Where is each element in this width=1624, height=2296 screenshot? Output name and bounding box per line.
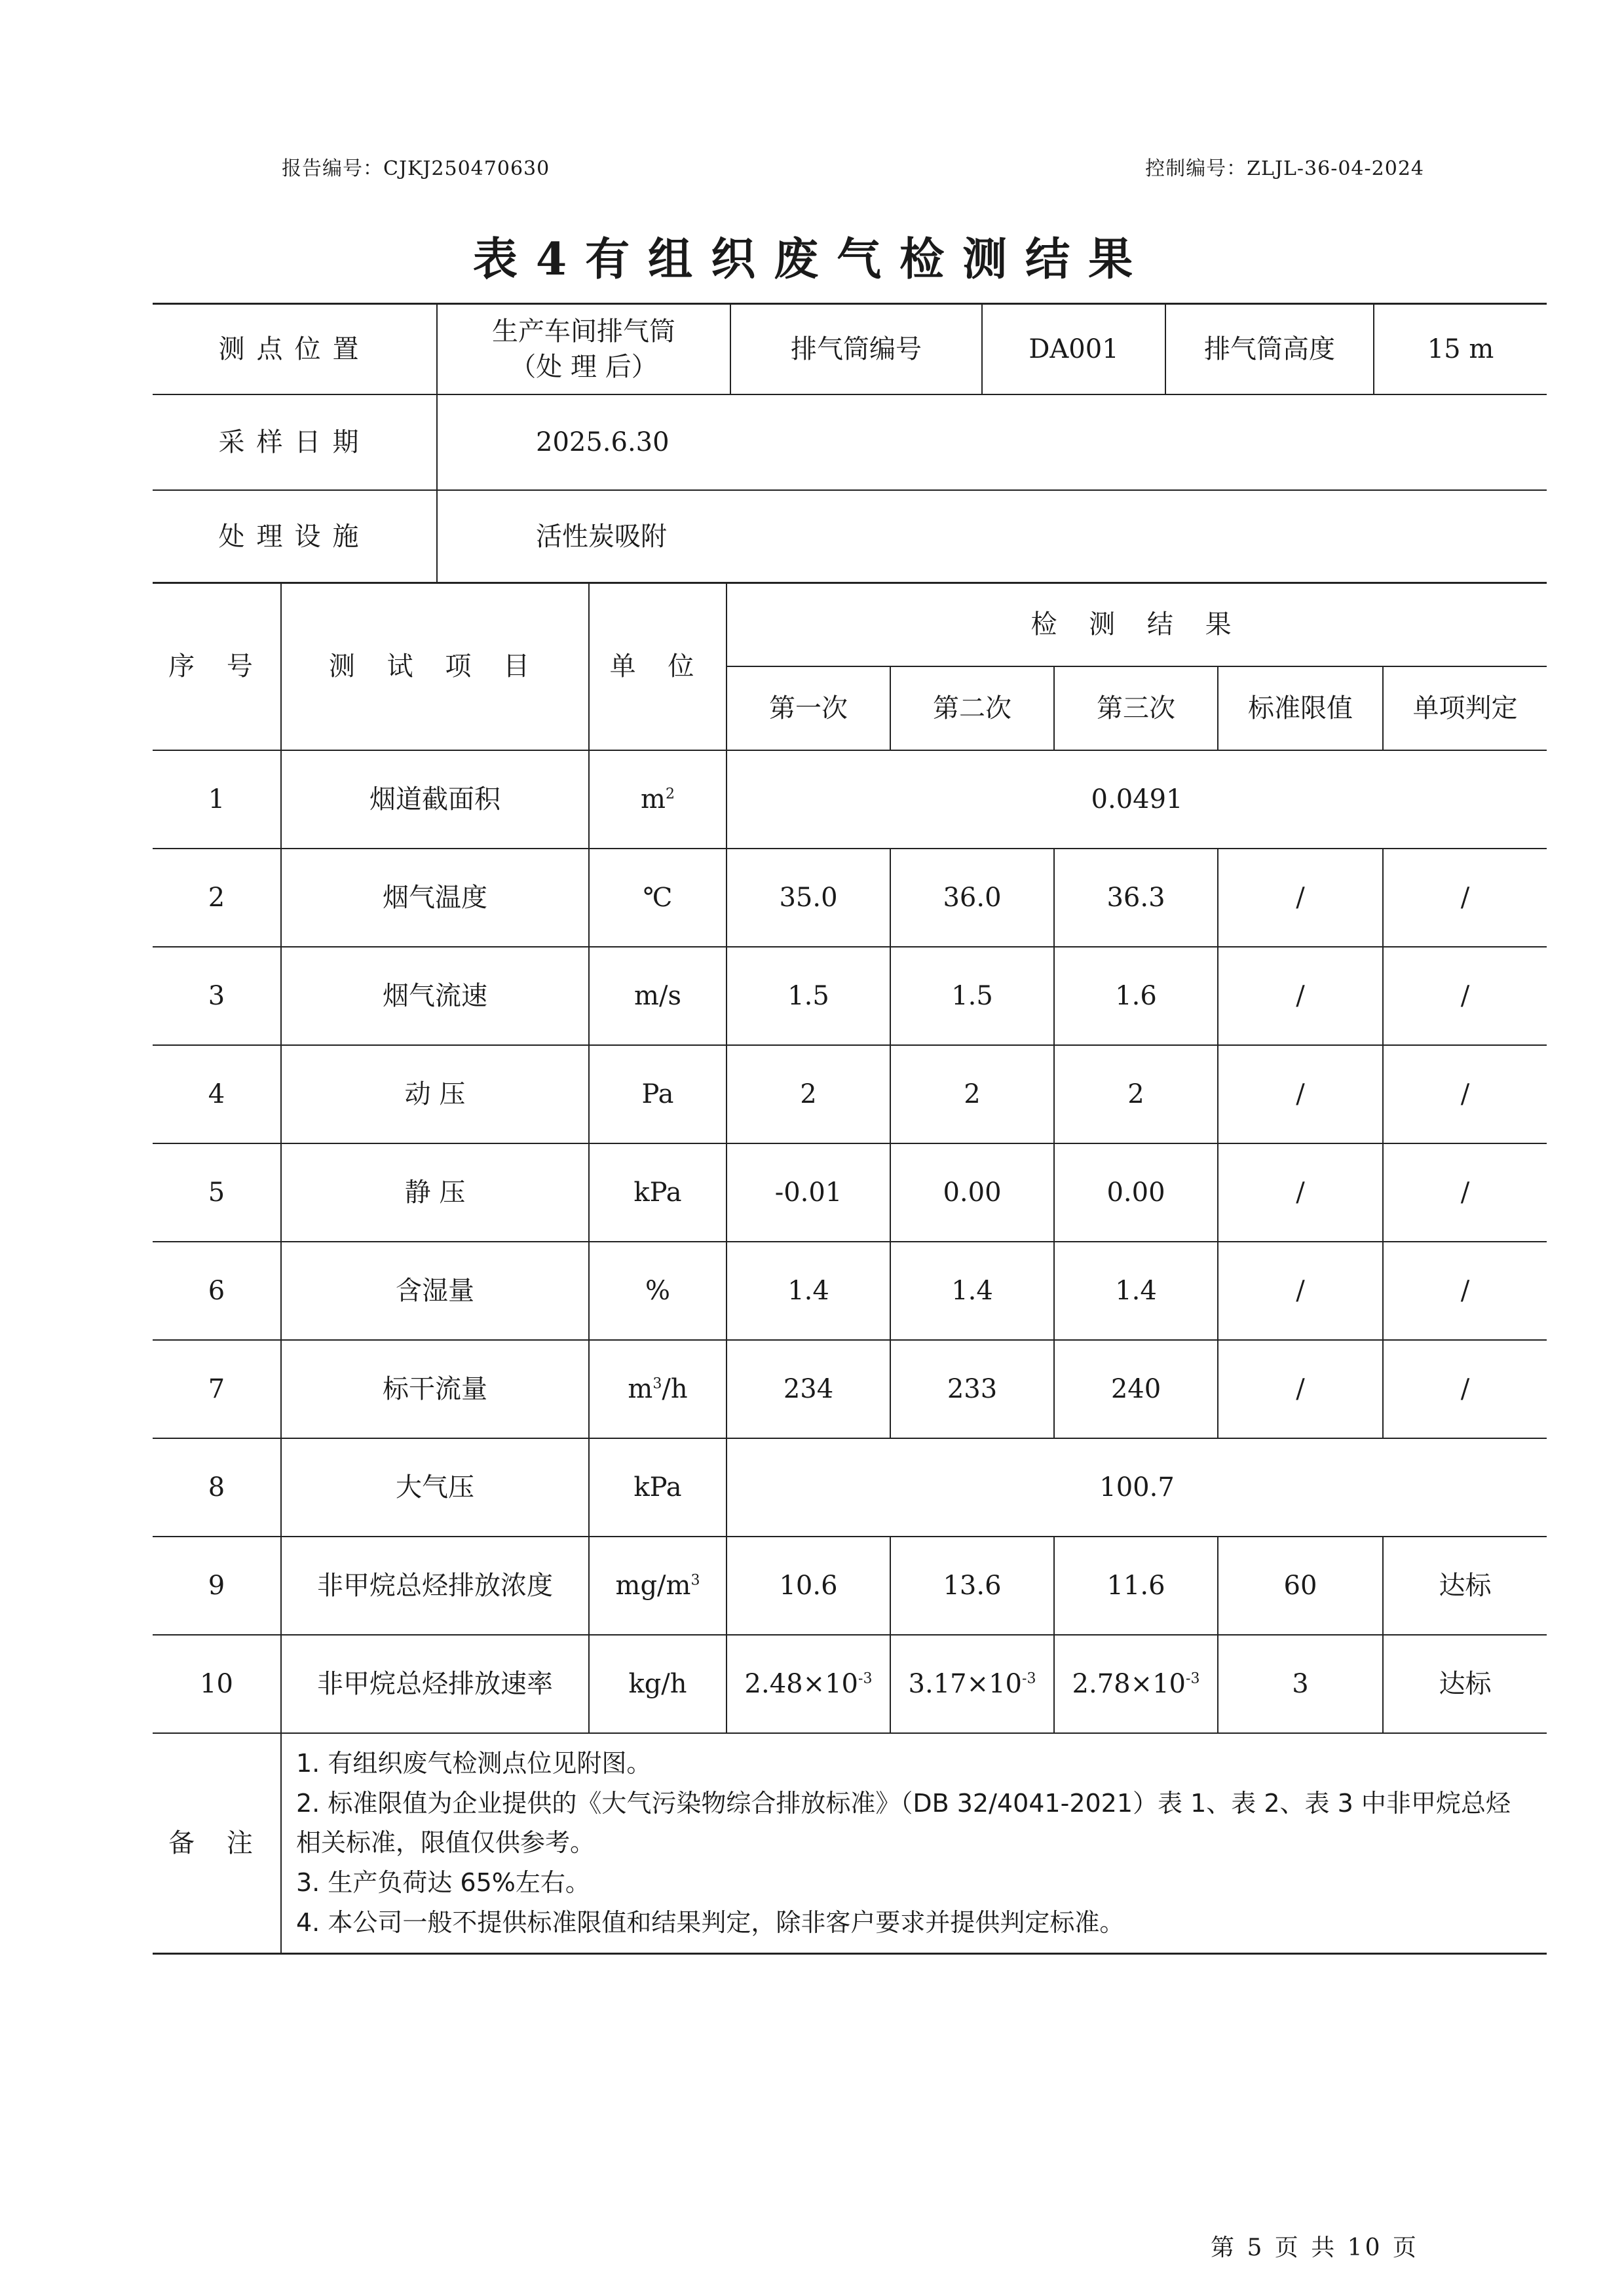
row-unit: ℃: [589, 849, 727, 947]
table-row: [153, 1242, 1547, 1340]
col-item: 测 试 项 目: [281, 583, 589, 750]
col-first: 第一次: [727, 666, 890, 750]
table-row: [153, 1438, 1547, 1537]
col-seq: 序 号: [153, 583, 281, 750]
row-value-1: 10.6: [727, 1537, 890, 1635]
location-line1: 生产车间排气筒: [492, 316, 675, 347]
row-no: 4: [153, 1045, 281, 1143]
row-limit: /: [1218, 1242, 1383, 1340]
row-value-3: 1.6: [1054, 947, 1218, 1045]
row-unit: $m^2$: [589, 750, 727, 849]
row-judge: /: [1383, 1340, 1547, 1438]
row-judge: /: [1383, 947, 1547, 1045]
table-row: [153, 1045, 1547, 1143]
row-item: 非甲烷总烃排放浓度: [281, 1537, 589, 1635]
note-4: 4. 本公司一般不提供标准限值和结果判定，除非客户要求并提供判定标准。: [296, 1907, 1125, 1937]
row-value-1: 1.5: [727, 947, 890, 1045]
col-third: 第三次: [1054, 666, 1218, 750]
row-value-2: 1.4: [890, 1242, 1054, 1340]
col-results: 检 测 结 果: [727, 583, 1547, 666]
row-value-3: $2.78\times 10^{-3}$: [1054, 1635, 1218, 1733]
table-row: [153, 1537, 1547, 1635]
row-value-3: 240: [1054, 1340, 1218, 1438]
row-item: 烟气温度: [281, 849, 589, 947]
row-value-1: 35.0: [727, 849, 890, 947]
stack-number-label: 排气筒编号: [730, 304, 982, 394]
row-no: 1: [153, 750, 281, 849]
col-second: 第二次: [890, 666, 1054, 750]
row-limit: /: [1218, 849, 1383, 947]
stack-number-value: DA001: [982, 304, 1165, 394]
location-label: 测点位置: [153, 304, 437, 394]
row-no: 2: [153, 849, 281, 947]
row-value-3: 1.4: [1054, 1242, 1218, 1340]
stack-height-label: 排气筒高度: [1165, 304, 1374, 394]
row-value-1: $2.48\times 10^{-3}$: [727, 1635, 890, 1733]
row-item: 非甲烷总烃排放速率: [281, 1635, 589, 1733]
row-limit: /: [1218, 1045, 1383, 1143]
row-no: 6: [153, 1242, 281, 1340]
row-value-1: 2: [727, 1045, 890, 1143]
row-limit: /: [1218, 1340, 1383, 1438]
table-title: 表4有组织废气检测结果: [472, 233, 1152, 286]
row-judge: /: [1383, 1242, 1547, 1340]
row-merged-value: 0.0491: [727, 750, 1547, 849]
row-value-2: 2: [890, 1045, 1054, 1143]
row-value-2: 233: [890, 1340, 1054, 1438]
table-row: [153, 1635, 1547, 1733]
row-item: 大气压: [281, 1438, 589, 1537]
row-no: 8: [153, 1438, 281, 1537]
row-value-2: 13.6: [890, 1537, 1054, 1635]
table-row: [153, 947, 1547, 1045]
row-no: 9: [153, 1537, 281, 1635]
row-value-3: 11.6: [1054, 1537, 1218, 1635]
row-value-2: $3.17\times 10^{-3}$: [890, 1635, 1054, 1733]
row-limit: /: [1218, 947, 1383, 1045]
row-limit: /: [1218, 1143, 1383, 1242]
row-value-3: 0.00: [1054, 1143, 1218, 1242]
row-no: 5: [153, 1143, 281, 1242]
row-limit: 3: [1218, 1635, 1383, 1733]
note-1: 1. 有组织废气检测点位见附图。: [296, 1748, 652, 1778]
location-line2: （处 理 后）: [510, 351, 658, 382]
note-3: 3. 生产负荷达 65%左右。: [296, 1868, 590, 1898]
row-judge: /: [1383, 849, 1547, 947]
control-number: 控制编号：ZLJL-36-04-2024: [1145, 157, 1424, 180]
results-table: [153, 582, 1547, 1955]
stack-height-value: 15 m: [1374, 304, 1547, 394]
row-unit: $mg/m^3$: [589, 1537, 727, 1635]
row-judge: /: [1383, 1045, 1547, 1143]
report-number: 报告编号：CJKJ250470630: [282, 157, 550, 180]
row-value-2: 1.5: [890, 947, 1054, 1045]
row-value-2: 0.00: [890, 1143, 1054, 1242]
table-row: [153, 849, 1547, 947]
row-judge: 达标: [1383, 1537, 1547, 1635]
row-unit: $m^3/h$: [589, 1340, 727, 1438]
table-row: [153, 1340, 1547, 1438]
row-item: 含湿量: [281, 1242, 589, 1340]
row-unit: Pa: [589, 1045, 727, 1143]
col-judge: 单项判定: [1383, 666, 1547, 750]
row-item: 静 压: [281, 1143, 589, 1242]
notes-row: [153, 1733, 1547, 1953]
notes-label: 备 注: [153, 1733, 281, 1953]
row-item: 烟道截面积: [281, 750, 589, 849]
row-item: 烟气流速: [281, 947, 589, 1045]
sampling-date-value: 2025.6.30: [437, 394, 1547, 490]
row-value-1: -0.01: [727, 1143, 890, 1242]
notes-content: [281, 1733, 1547, 1953]
row-unit: kPa: [589, 1143, 727, 1242]
row-item: 标干流量: [281, 1340, 589, 1438]
row-unit: kg/h: [589, 1635, 727, 1733]
row-judge: /: [1383, 1143, 1547, 1242]
row-item: 动 压: [281, 1045, 589, 1143]
row-value-3: 2: [1054, 1045, 1218, 1143]
table-row: [153, 750, 1547, 849]
sampling-date-label: 采样日期: [153, 394, 437, 490]
row-unit: %: [589, 1242, 727, 1340]
info-table: [153, 303, 1547, 584]
row-no: 7: [153, 1340, 281, 1438]
location-value: [437, 304, 730, 394]
row-unit: kPa: [589, 1438, 727, 1537]
row-value-2: 36.0: [890, 849, 1054, 947]
row-value-3: 36.3: [1054, 849, 1218, 947]
col-limit: 标准限值: [1218, 666, 1383, 750]
note-2: 2. 标准限值为企业提供的《大气污染物综合排放标准》（DB 32/4041-2021）表 1、表 2、表 3 中非甲烷总烃相关标准，限值仅供参考。: [296, 1788, 1511, 1858]
row-judge: 达标: [1383, 1635, 1547, 1733]
row-no: 3: [153, 947, 281, 1045]
facility-value: 活性炭吸附: [437, 490, 1547, 583]
facility-label: 处理设施: [153, 490, 437, 583]
row-merged-value: 100.7: [727, 1438, 1547, 1537]
col-unit: 单 位: [589, 583, 727, 750]
row-value-1: 234: [727, 1340, 890, 1438]
page-number: 第 5 页 共 10 页: [1211, 2234, 1419, 2261]
row-limit: 60: [1218, 1537, 1383, 1635]
table-row: [153, 1143, 1547, 1242]
row-unit: m/s: [589, 947, 727, 1045]
row-no: 10: [153, 1635, 281, 1733]
row-value-1: 1.4: [727, 1242, 890, 1340]
